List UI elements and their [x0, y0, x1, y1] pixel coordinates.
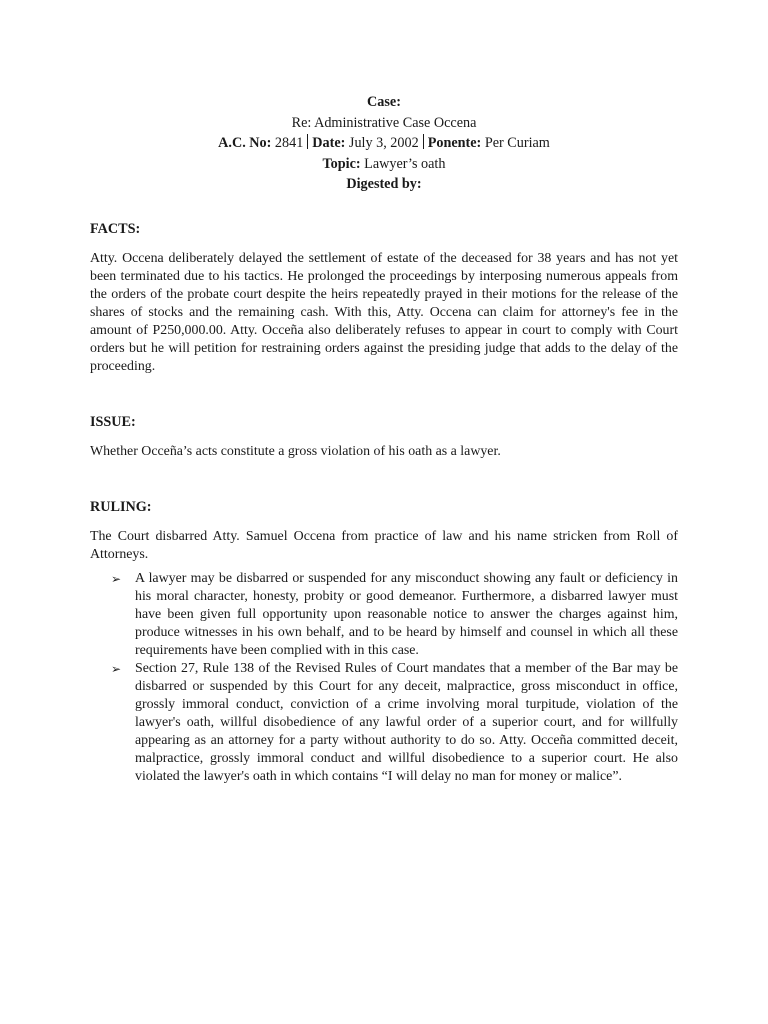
ruling-heading: RULING: [90, 498, 152, 515]
issue-paragraph: Whether Occeña’s acts constitute a gross violation of his oath as a lawyer. [90, 443, 501, 459]
date-label: Date: [312, 135, 346, 151]
list-item [90, 570, 678, 660]
case-label: Case: [367, 94, 401, 110]
digested-line [90, 174, 678, 195]
topic-line [90, 154, 678, 175]
ac-no-value: 2841 [274, 135, 304, 151]
topic-value: Lawyer’s oath [364, 155, 446, 172]
bullet-text: A lawyer may be disbarred or suspended for any misconduct showing any fault or deficiency in his moral character, honesty, probity or good demeanor. Furthermore, a disbarred lawyer must have been given full opportunity upon reasonable notice to answer the charges against him, produce witnesses in his own behalf, and to be heard by himself and counsel in which all these requirements have been complied with in this case. [135, 570, 678, 658]
arrow-bullet-icon: ➢ [111, 661, 122, 676]
ponente-value: Per Curiam [484, 135, 550, 151]
ac-no-label: A.C. No: [218, 135, 272, 151]
arrow-bullet-icon: ➢ [111, 571, 122, 586]
case-header [90, 92, 678, 195]
ponente-label: Ponente: [427, 135, 482, 151]
bullet-text: Section 27, Rule 138 of the Revised Rules of Court mandates that a member of the Bar may be disbarred or suspended by this Court for any deceit, malpractice, gross misconduct in office, grossly immoral conduct, conviction of a crime involving moral turpitude, violation of the lawyer's oath, willful disobedience of any lawful order of a superior court, and for willfully appearing as an attorney for a party without authority to do so. Atty. Occeña committed deceit, malpractice, grossly immoral conduct and willful disobedience to a superior court. He also violated the lawyer's oath in which contains “I will delay no man for money or malice”. [135, 660, 678, 784]
facts-heading: FACTS: [90, 220, 141, 237]
digested-by-label: Digested by: [346, 176, 422, 192]
date-value: July 3, 2002 [348, 135, 419, 151]
case-meta-line [90, 133, 678, 154]
issue-heading: ISSUE: [90, 413, 136, 430]
topic-label: Topic: [322, 155, 361, 172]
facts-paragraph: Atty. Occena deliberately delayed the settlement of estate of the deceased for 38 years and has not yet been terminated due to his tactics. He prolonged the proceedings by interposing numerous appeals from the orders of the probate court despite the heirs repeatedly prayed in their motions for the release of the shares of stocks and the remaining cash. With this, Atty. Occena can claim for attorney's fee in the amount of P250,000.00. Atty. Occeña also deliberately refuses to appear in court to comply with Court orders but he will petition for restraining orders against the presiding judge that adds to the delay of the proceeding. [90, 250, 678, 374]
ruling-paragraph: The Court disbarred Atty. Samuel Occena from practice of law and his name stricken from Roll of Attorneys. [90, 528, 678, 562]
ruling-bullet-list [90, 570, 678, 786]
list-item [90, 660, 678, 786]
separator-bar [423, 134, 424, 149]
case-label-line [90, 92, 678, 113]
case-title: Re: Administrative Case Occena [291, 114, 477, 131]
separator-bar [307, 134, 308, 149]
